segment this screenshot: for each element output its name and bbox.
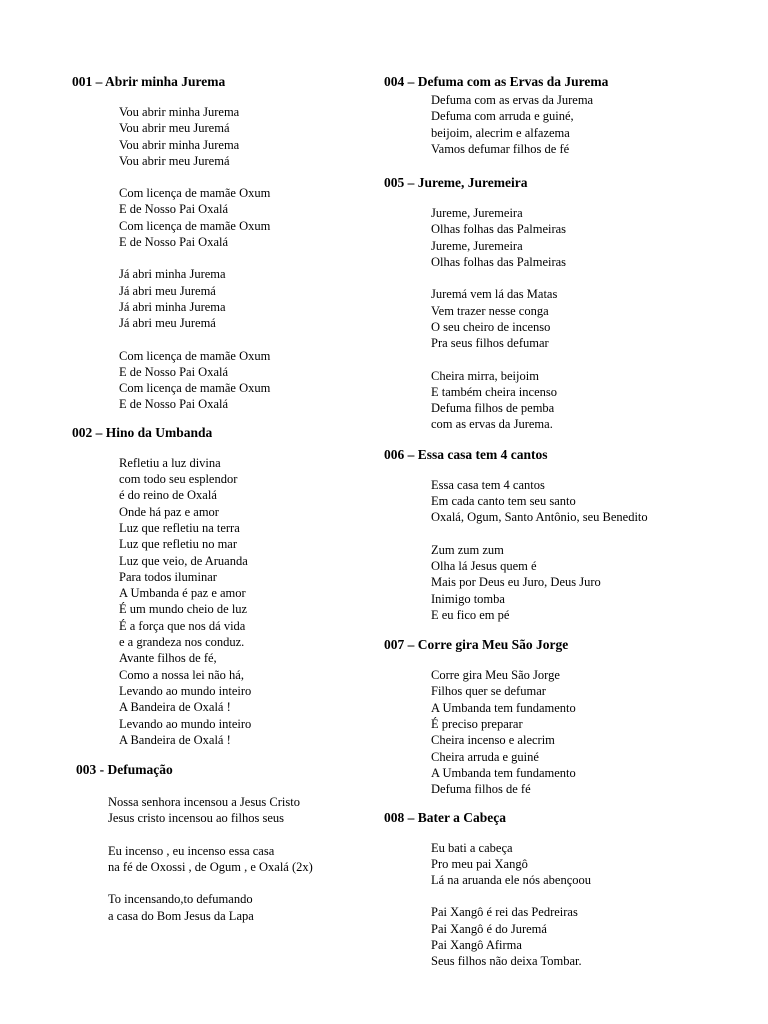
lyric-line: Defuma com arruda e guiné, bbox=[431, 109, 574, 124]
song-title: 002 – Hino da Umbanda bbox=[72, 424, 213, 440]
lyric-line: To incensando,to defumando bbox=[108, 892, 253, 907]
lyric-line: Seus filhos não deixa Tombar. bbox=[431, 954, 582, 969]
stanza bbox=[431, 542, 764, 623]
song-007 bbox=[384, 637, 764, 797]
lyric-line: e a grandeza nos conduz. bbox=[119, 635, 245, 650]
lyric-line: Olha lá Jesus quem é bbox=[431, 558, 537, 573]
lyric-line: É a força que nos dá vida bbox=[119, 618, 246, 633]
lyric-line: Levando ao mundo inteiro bbox=[119, 716, 252, 731]
lyric-line: Filhos quer se defumar bbox=[431, 684, 546, 699]
stanza bbox=[431, 477, 764, 526]
lyric-line: Vamos defumar filhos de fé bbox=[431, 141, 570, 156]
lyric-line: Defuma com as ervas da Jurema bbox=[431, 93, 594, 107]
lyric-line: Com licença de mamãe Oxum bbox=[119, 381, 271, 396]
lyric-line: Luz que veio, de Aruanda bbox=[119, 553, 248, 568]
stanza bbox=[108, 891, 372, 924]
lyric-line: É preciso preparar bbox=[431, 717, 523, 732]
song-title: 007 – Corre gira Meu São Jorge bbox=[384, 637, 569, 653]
song-002 bbox=[72, 425, 372, 748]
lyric-line: Vou abrir meu Juremá bbox=[119, 121, 230, 136]
lyric-line: Com licença de mamãe Oxum bbox=[119, 348, 271, 363]
lyric-line: Jureme, Juremeira bbox=[431, 206, 523, 221]
lyric-line: Defuma filhos de fé bbox=[431, 782, 531, 797]
lyric-line: Lá na aruanda ele nós abençoou bbox=[431, 873, 591, 888]
song-005 bbox=[384, 175, 764, 433]
song-title: 006 – Essa casa tem 4 cantos bbox=[384, 446, 548, 462]
lyric-line: Olhas folhas das Palmeiras bbox=[431, 255, 567, 270]
lyric-line: Em cada canto tem seu santo bbox=[431, 494, 576, 509]
lyric-line: Já abri minha Jurema bbox=[119, 267, 226, 282]
stanza bbox=[431, 92, 764, 157]
lyric-line: A Bandeira de Oxalá ! bbox=[119, 700, 231, 715]
lyric-line: Jureme, Juremeira bbox=[431, 238, 523, 253]
song-title: 004 – Defuma com as Ervas da Jurema bbox=[384, 74, 609, 89]
lyric-line: Vou abrir minha Jurema bbox=[119, 137, 240, 152]
song-001 bbox=[72, 74, 372, 413]
lyric-line: E também cheira incenso bbox=[431, 384, 557, 399]
lyric-line: Luz que refletiu no mar bbox=[119, 537, 238, 552]
lyric-line: Já abri minha Jurema bbox=[119, 299, 226, 314]
lyric-line: Levando ao mundo inteiro bbox=[119, 683, 252, 698]
lyric-line: Essa casa tem 4 cantos bbox=[431, 477, 545, 492]
stanza bbox=[119, 185, 372, 250]
lyric-line: na fé de Oxossi , de Ogum , e Oxalá (2x) bbox=[108, 859, 313, 874]
lyric-line: Nossa senhora incensou a Jesus Cristo bbox=[108, 795, 300, 810]
lyric-line: E de Nosso Pai Oxalá bbox=[119, 364, 229, 379]
lyric-line: beijoim, alecrim e alfazema bbox=[431, 125, 570, 140]
lyric-line: Com licença de mamãe Oxum bbox=[119, 218, 271, 233]
song-004 bbox=[384, 74, 764, 157]
lyric-line: a casa do Bom Jesus da Lapa bbox=[108, 908, 254, 923]
stanza bbox=[431, 667, 764, 797]
stanza bbox=[119, 455, 372, 748]
lyric-line: é do reino de Oxalá bbox=[119, 488, 217, 503]
lyric-line: O seu cheiro de incenso bbox=[431, 319, 551, 334]
lyric-line: E eu fico em pé bbox=[431, 607, 510, 622]
lyric-line: E de Nosso Pai Oxalá bbox=[119, 235, 229, 250]
song-title: 005 – Jureme, Juremeira bbox=[384, 175, 528, 191]
lyric-line: Cheira incenso e alecrim bbox=[431, 733, 555, 748]
lyric-line: Avante filhos de fé, bbox=[119, 651, 217, 666]
lyric-line: Onde há paz e amor bbox=[119, 504, 219, 519]
lyric-line: Pro meu pai Xangô bbox=[431, 856, 528, 871]
lyric-line: Para todos iluminar bbox=[119, 569, 217, 584]
stanza bbox=[119, 266, 372, 331]
stanza bbox=[431, 368, 764, 433]
lyric-line: A Umbanda tem fundamento bbox=[431, 700, 576, 715]
song-006 bbox=[384, 447, 764, 623]
lyric-line: Zum zum zum bbox=[431, 542, 504, 557]
stanza bbox=[431, 840, 764, 889]
lyric-line: com as ervas da Jurema. bbox=[431, 417, 553, 432]
lyric-line: Pai Xangô Afirma bbox=[431, 937, 522, 952]
lyric-line: Já abri meu Juremá bbox=[119, 283, 216, 298]
lyric-line: Olhas folhas das Palmeiras bbox=[431, 222, 567, 237]
lyric-line: É um mundo cheio de luz bbox=[119, 602, 248, 617]
lyric-line: Jesus cristo incensou ao filhos seus bbox=[108, 811, 285, 826]
stanza bbox=[108, 794, 372, 827]
lyric-line: E de Nosso Pai Oxalá bbox=[119, 202, 229, 217]
lyric-line: Com licença de mamãe Oxum bbox=[119, 186, 271, 201]
song-title: 001 – Abrir minha Jurema bbox=[72, 74, 226, 89]
lyric-line: Eu bati a cabeça bbox=[431, 840, 513, 855]
lyric-line: Pra seus filhos defumar bbox=[431, 336, 549, 351]
song-title: 003 - Defumação bbox=[76, 762, 173, 778]
lyric-line: A Umbanda tem fundamento bbox=[431, 765, 576, 780]
stanza bbox=[431, 286, 764, 351]
song-008 bbox=[384, 810, 764, 970]
song-003 bbox=[72, 762, 372, 924]
lyric-line: com todo seu esplendor bbox=[119, 472, 238, 487]
lyric-line: Eu incenso , eu incenso essa casa bbox=[108, 843, 275, 858]
lyric-line: Já abri meu Juremá bbox=[119, 316, 216, 331]
right-column bbox=[384, 74, 764, 986]
lyric-line: Mais por Deus eu Juro, Deus Juro bbox=[431, 575, 601, 590]
stanza bbox=[108, 843, 372, 876]
lyric-line: Defuma filhos de pemba bbox=[431, 401, 555, 416]
lyric-line: Oxalá, Ogum, Santo Antônio, seu Benedito bbox=[431, 510, 648, 525]
stanza bbox=[431, 904, 764, 969]
lyric-line: Pai Xangô é rei das Pedreiras bbox=[431, 905, 578, 920]
lyric-line: Refletiu a luz divina bbox=[119, 455, 221, 470]
lyric-line: Vou abrir meu Juremá bbox=[119, 153, 230, 168]
lyric-line: Juremá vem lá das Matas bbox=[431, 287, 558, 302]
lyric-line: A Umbanda é paz e amor bbox=[119, 586, 246, 601]
stanza bbox=[431, 205, 764, 270]
lyric-line: Como a nossa lei não há, bbox=[119, 667, 244, 682]
left-column bbox=[72, 74, 372, 940]
lyric-line: E de Nosso Pai Oxalá bbox=[119, 397, 229, 412]
lyric-line: Vou abrir minha Jurema bbox=[119, 105, 240, 119]
lyric-line: A Bandeira de Oxalá ! bbox=[119, 732, 231, 747]
lyric-line: Luz que refletiu na terra bbox=[119, 520, 240, 535]
stanza bbox=[119, 348, 372, 413]
lyric-line: Pai Xangô é do Juremá bbox=[431, 921, 547, 936]
song-title: 008 – Bater a Cabeça bbox=[384, 809, 506, 825]
lyric-line: Vem trazer nesse conga bbox=[431, 303, 549, 318]
lyric-line: Cheira arruda e guiné bbox=[431, 749, 539, 764]
lyric-line: Inimigo tomba bbox=[431, 591, 505, 606]
lyric-line: Corre gira Meu São Jorge bbox=[431, 668, 560, 683]
stanza bbox=[119, 104, 372, 169]
lyric-line: Cheira mirra, beijoim bbox=[431, 368, 539, 383]
